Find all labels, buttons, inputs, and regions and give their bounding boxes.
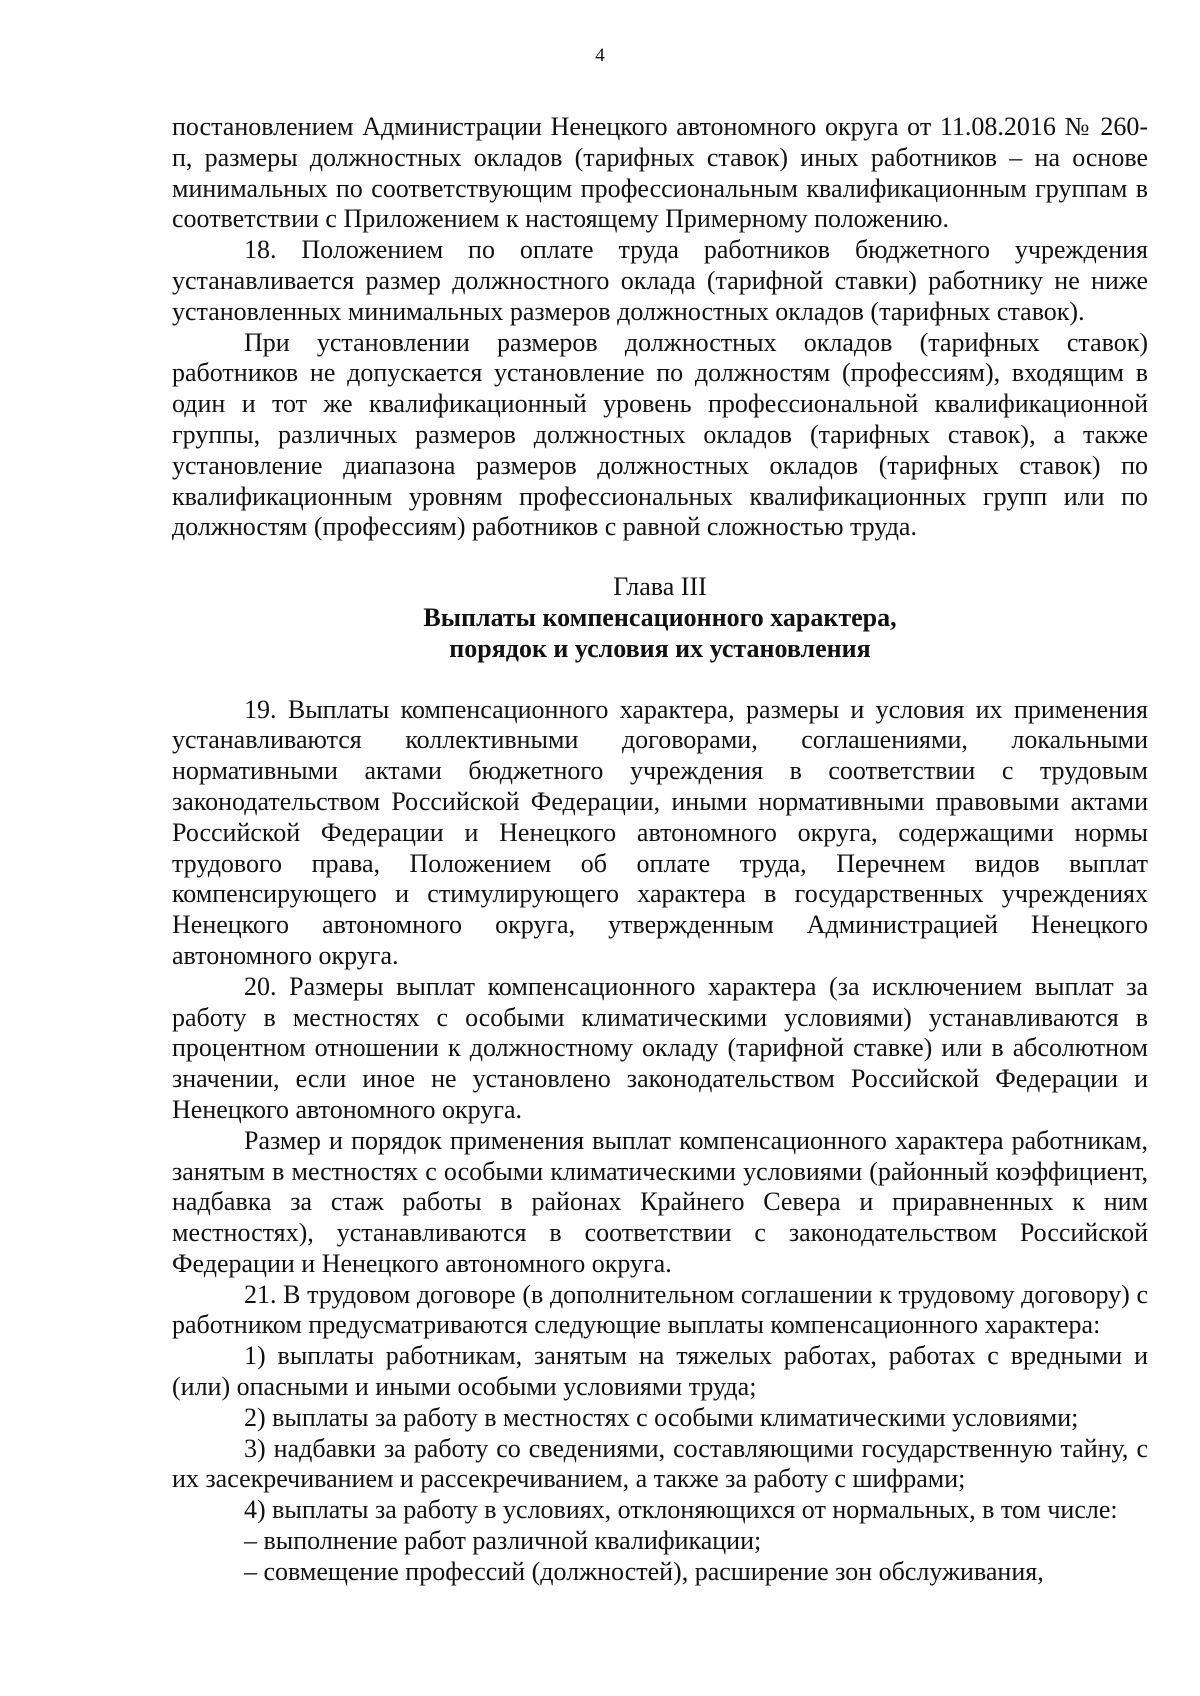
paragraph-19: 19. Выплаты компенсационного характера, размеры и условия их применения устанавливаются коллективными договорами, соглашениями, локальными нормативными актами бюджетного учреждения в соответствии с трудовым законодательством Российской Федерации, иными нормативными правовыми актами Российской Федерации и Ненецкого автономного округа, содержащими нормы трудового права, Положением об оплате труда, Перечнем видов выплат компенсирующего и стимулирующего характера в государственных учреждениях Ненецкого автономного округа, утвержденным Администрацией Ненецкого автономного округа.: [172, 694, 1148, 970]
list-item-3: 3) надбавки за работу со сведениями, составляющими государственную тайну, с их засекречиванием и рассекречиванием, а также за работу с шифрами;: [172, 1433, 1148, 1494]
paragraph-21: 21. В трудовом договоре (в дополнительном соглашении к трудовому договору) с работником предусматриваются следующие выплаты компенсационного характера:: [172, 1279, 1148, 1340]
chapter-title-line-1: Выплаты компенсационного характера,: [423, 602, 897, 632]
paragraph-continuation: постановлением Администрации Ненецкого автономного округа от 11.08.2016 № 260-п, размеры должностных окладов (тарифных ставок) иных работников – на основе минимальных по соответствующим профессиональным квалификационным группам в соответствии с Приложением к настоящему Примерному положению.: [172, 112, 1148, 234]
page-number: 4: [595, 45, 605, 66]
dash-item-combination: – совмещение профессий (должностей), расширение зон обслуживания,: [244, 1556, 1044, 1586]
dash-item-qualification: – выполнение работ различной квалификации;: [244, 1526, 762, 1556]
list-item-1: 1) выплаты работникам, занятым на тяжелых работах, работах с вредными и (или) опасными и иными особыми условиями труда;: [172, 1341, 1148, 1402]
paragraph-climate-payments: Размер и порядок применения выплат компенсационного характера работникам, занятым в местностях с особыми климатическими условиями (районный коэффициент, надбавка за стаж работы в районах Крайнего Севера и приравненных к ним местностях), устанавливаются в соответствии с законодательством Российской Федерации и Ненецкого автономного округа.: [172, 1125, 1148, 1278]
list-item-4: 4) выплаты за работу в условиях, отклоняющихся от нормальных, в том числе:: [244, 1495, 1118, 1525]
paragraph-salary-ranges: При установлении размеров должностных окладов (тарифных ставок) работников не допускается установление по должностям (профессиям), входящим в один и тот же квалификационный уровень профессиональной квалификационной группы, различных размеров должностных окладов (тарифных ставок), а также установление диапазона размеров должностных окладов (тарифных ставок) по квалификационным уровням профессиональных квалификационных групп или по должностям (профессиям) работников с равной сложностью труда.: [172, 327, 1148, 542]
paragraph-20: 20. Размеры выплат компенсационного характера (за исключением выплат за работу в местностях с особыми климатическими условиями) устанавливаются в процентном отношении к должностному окладу (тарифной ставке) или в абсолютном значении, если иное не установлено законодательством Российской Федерации и Ненецкого автономного округа.: [172, 971, 1148, 1124]
paragraph-18: 18. Положением по оплате труда работников бюджетного учреждения устанавливается размер должностного оклада (тарифной ставки) работнику не ниже установленных минимальных размеров должностных окладов (тарифных ставок).: [172, 235, 1148, 326]
chapter-title-line-2: порядок и условия их установления: [449, 633, 871, 663]
list-item-2: 2) выплаты за работу в местностях с особыми климатическими условиями;: [244, 1402, 1079, 1432]
document-body: [172, 112, 1148, 1588]
chapter-label: Глава III: [613, 572, 707, 602]
